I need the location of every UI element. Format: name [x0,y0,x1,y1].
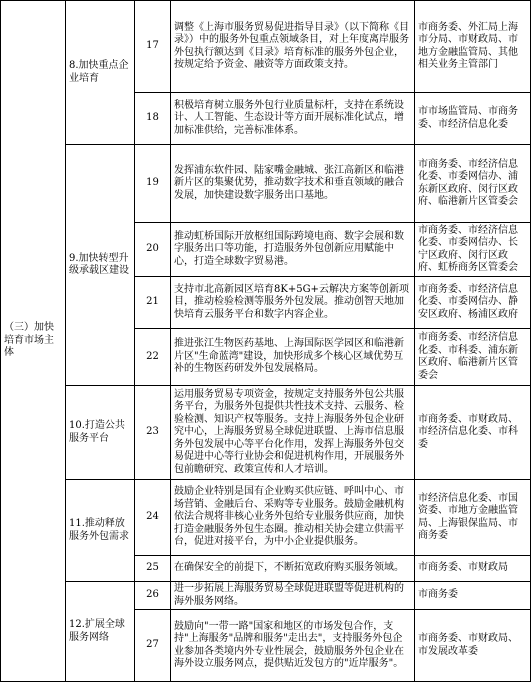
subcategory-cell: 11.推动释放服务外包需求 [66,480,135,582]
section-cell: （三）加快培育市场主体 [1,1,66,682]
item-number: 21 [135,277,171,329]
measure-content: 鼓励企业特别是国有企业购买供应链、呼叫中心、市场营销、金融后台、采购等专业服务。鼓励金融机构依法合规将非核心业务外包给专业服务供应商，加快打造金融服务外包生态圈。推动相关协会建立供需平台，促进对接平台，为中小企业提供服务。 [171,480,415,556]
measure-content: 在确保安全的前提下，不断拓宽政府购买服务领域。 [171,556,415,582]
table-row [1,480,531,556]
item-number: 20 [135,223,171,277]
item-number: 24 [135,480,171,556]
responsible-departments: 市市场监管局、市商务委、市经济信息化委 [415,93,531,145]
measure-content: 积极培育树立服务外包行业质量标杆，支持在系统设计、人工智能、生态设计等方面开展标准化试点，增加标准供给，完善标准体系。 [171,93,415,145]
subcategory-cell: 12.扩展全球服务网络 [66,582,135,682]
measure-content: 推动虹桥国际开放枢纽国际跨境电商、数字会展和数字服务出口等功能，打造服务外包创新应用赋能中心，打造全球数字贸易港。 [171,223,415,277]
measure-content: 调整《上海市服务贸易促进指导目录》（以下简称《目录》）中的服务外包重点领域条目，对上年度离岸服务外包执行额达到《目录》培育标准的服务外包企业，按规定给予资金、融资等方面政策支持。 [171,1,415,93]
measure-content: 发挥浦东软件园、陆家嘴金融城、张江高新区和临港新片区的集聚优势，推动数字技术和垂直领域的融合发展，加快建设数字服务出口基地。 [171,145,415,223]
item-number: 19 [135,145,171,223]
responsible-departments: 市商务委、外汇局上海市分局、市财政局、市地方金融监管局、其他相关业务主管部门 [415,1,531,93]
item-number: 26 [135,582,171,610]
table-row [1,145,531,223]
responsible-departments: 市商务委、市经济信息化委、市委网信办、长宁区政府、闵行区政府、虹桥商务区管委会 [415,223,531,277]
measure-content: 支持市北高新园区培育8K+5G+云解决方案等创新项目，推动检验检测等服务外包发展。推动创智天地加快培育云服务平台和数字内容企业。 [171,277,415,329]
responsible-departments: 市商务委、市财政局、市发展改革委 [415,610,531,682]
subcategory-cell: 10.打造公共服务平台 [66,386,135,480]
subcategory-cell: 9.加快转型升级承载区建设 [66,145,135,386]
table-row [1,1,531,93]
measure-content: 鼓励向"一带一路"国家和地区的市场发包合作，支持"上海服务"品牌和服务"走出去"，支持服务外包企业参加各类境内外专业性展会，鼓励服务外包企业在海外设立服务网点，提供贴近发包方的"近岸服务"。 [171,610,415,682]
responsible-departments: 市商务委、市财政局 [415,556,531,582]
item-number: 18 [135,93,171,145]
item-number: 17 [135,1,171,93]
responsible-departments: 市商务委、市财政局、市经济信息化委、市科委 [415,386,531,480]
measure-content: 进一步拓展上海服务贸易全球促进联盟等促进机构的海外服务网络。 [171,582,415,610]
responsible-departments: 市商务委、市经济信息化委、市委网信办、静安区政府、杨浦区政府 [415,277,531,329]
measure-content: 运用服务贸易专项资金，按规定支持服务外包公共服务平台，为服务外包提供共性技术支持、云服务、检验检测、知识产权等服务。支持上海服务外包企业研究中心，上海服务贸易全球促进联盟、上海市信息服务外包发展中心等平台化作用，发挥上海服务外包交易促进中心等行业协会和促进机构作用，开展服务外包前瞻研究、政策宣传和人才培训。 [171,386,415,480]
subcategory-cell: 8.加快重点企业培育 [66,1,135,145]
responsible-departments: 市经济信息化委、市国资委、市地方金融监管局、上海银保监局、市商务委 [415,480,531,556]
responsible-departments: 市商务委、市经济信息化委、市科委、浦东新区政府、临港新片区管委会 [415,329,531,386]
item-number: 25 [135,556,171,582]
responsible-departments: 市商务委 [415,582,531,610]
item-number: 23 [135,386,171,480]
responsible-departments: 市商务委、市经济信息化委、市委网信办、浦东新区政府、闵行区政府、临港新片区管委会 [415,145,531,223]
item-number: 22 [135,329,171,386]
item-number: 27 [135,610,171,682]
table-row [1,386,531,480]
table-row [1,582,531,610]
measure-content: 推进张江生物医药基地、上海国际医学园区和临港新片区"生命蓝湾"建设，加快形成多个核心区域优势互补的生物医药研发外包发展格局。 [171,329,415,386]
